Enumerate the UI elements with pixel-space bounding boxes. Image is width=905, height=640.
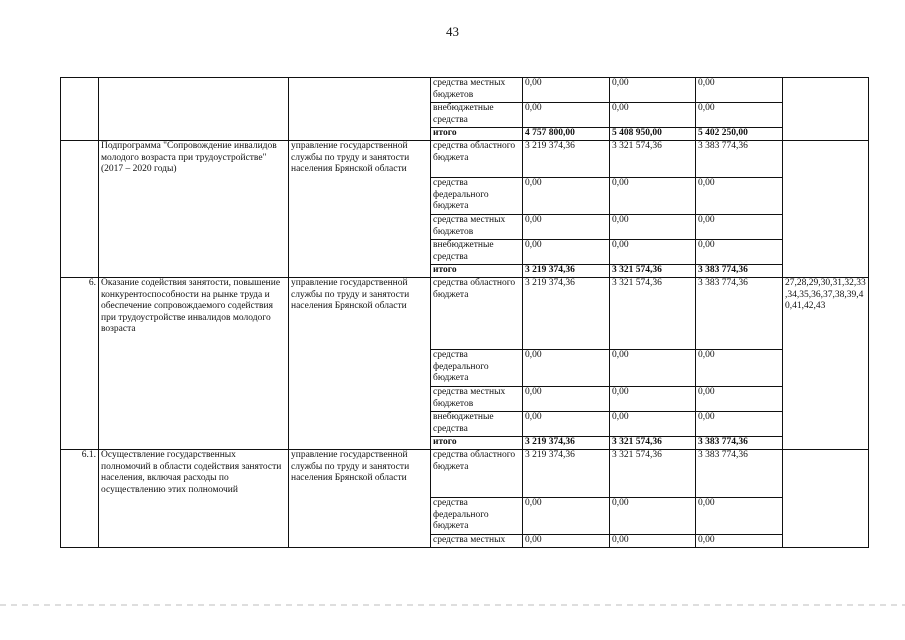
- measure-name-cell: Осуществление государственных полномочий в области содействия занятости населения, включая расходы по осуществлению этих полномочий: [99, 450, 289, 548]
- amount-2018-cell: 0,00: [523, 387, 610, 412]
- funding-source-cell: средства областного бюджета: [431, 141, 523, 178]
- amount-2019-cell: 5 408 950,00: [610, 128, 696, 141]
- amount-2018-cell: 0,00: [523, 498, 610, 535]
- amount-2019-cell: 0,00: [610, 215, 696, 240]
- funding-source-cell: средства местных бюджетов: [431, 78, 523, 103]
- amount-2018-cell: 0,00: [523, 535, 610, 548]
- amount-2018-cell: 0,00: [523, 103, 610, 128]
- amount-2020-cell: 0,00: [696, 387, 783, 412]
- funding-source-cell: средства областного бюджета: [431, 278, 523, 350]
- amount-2020-cell: 0,00: [696, 350, 783, 387]
- amount-2020-cell: 0,00: [696, 215, 783, 240]
- executor-cell: [289, 78, 431, 141]
- amount-2018-cell: 0,00: [523, 350, 610, 387]
- amount-2019-cell: 0,00: [610, 350, 696, 387]
- measure-name-cell: Подпрограмма "Сопровождение инвалидов молодого возраста при трудоустройстве" (2017 – 2020 годы): [99, 141, 289, 278]
- row-number-cell: 6.1.: [61, 450, 99, 548]
- funding-source-cell: внебюджетные средства: [431, 240, 523, 265]
- amount-2018-cell: 3 219 374,36: [523, 278, 610, 350]
- executor-cell: управление государственной службы по труду и занятости населения Брянской области: [289, 141, 431, 278]
- amount-2018-cell: 3 219 374,36: [523, 141, 610, 178]
- amount-2018-cell: 0,00: [523, 215, 610, 240]
- amount-2019-cell: 3 321 574,36: [610, 265, 696, 278]
- funding-source-cell: итого: [431, 265, 523, 278]
- amount-2019-cell: 3 321 574,36: [610, 141, 696, 178]
- funding-source-cell: средства местных бюджетов: [431, 387, 523, 412]
- amount-2020-cell: 0,00: [696, 103, 783, 128]
- table-row: [61, 450, 869, 498]
- amount-2019-cell: 0,00: [610, 387, 696, 412]
- amount-2019-cell: 0,00: [610, 240, 696, 265]
- amount-2019-cell: 3 321 574,36: [610, 450, 696, 498]
- amount-2019-cell: 0,00: [610, 412, 696, 437]
- indicators-cell: [783, 450, 869, 548]
- amount-2019-cell: 0,00: [610, 178, 696, 215]
- amount-2019-cell: 0,00: [610, 535, 696, 548]
- amount-2019-cell: 0,00: [610, 103, 696, 128]
- amount-2020-cell: 3 383 774,36: [696, 141, 783, 178]
- amount-2018-cell: 0,00: [523, 78, 610, 103]
- funding-source-cell: средства местных: [431, 535, 523, 548]
- amount-2019-cell: 3 321 574,36: [610, 437, 696, 450]
- indicators-cell: [783, 141, 869, 278]
- amount-2018-cell: 3 219 374,36: [523, 265, 610, 278]
- amount-2018-cell: 4 757 800,00: [523, 128, 610, 141]
- amount-2020-cell: 0,00: [696, 535, 783, 548]
- funding-source-cell: внебюджетные средства: [431, 103, 523, 128]
- amount-2019-cell: 3 321 574,36: [610, 278, 696, 350]
- funding-source-cell: средства федерального бюджета: [431, 178, 523, 215]
- amount-2020-cell: 0,00: [696, 178, 783, 215]
- executor-cell: управление государственной службы по труду и занятости населения Брянской области: [289, 450, 431, 548]
- table-row: [61, 78, 869, 103]
- table-row: [61, 141, 869, 178]
- amount-2018-cell: 0,00: [523, 178, 610, 215]
- amount-2020-cell: 0,00: [696, 78, 783, 103]
- funding-source-cell: средства федерального бюджета: [431, 498, 523, 535]
- amount-2020-cell: 3 383 774,36: [696, 265, 783, 278]
- funding-source-cell: средства областного бюджета: [431, 450, 523, 498]
- executor-cell: управление государственной службы по труду и занятости населения Брянской области: [289, 278, 431, 450]
- amount-2018-cell: 0,00: [523, 240, 610, 265]
- amount-2020-cell: 3 383 774,36: [696, 278, 783, 350]
- amount-2020-cell: 3 383 774,36: [696, 437, 783, 450]
- funding-source-cell: средства федерального бюджета: [431, 350, 523, 387]
- row-number-cell: 6.: [61, 278, 99, 450]
- amount-2020-cell: 0,00: [696, 412, 783, 437]
- indicators-cell: 27,28,29,30,31,32,33,34,35,36,37,38,39,40,41,42,43: [783, 278, 869, 450]
- budget-table: [60, 77, 869, 548]
- amount-2020-cell: 0,00: [696, 498, 783, 535]
- funding-source-cell: внебюджетные средства: [431, 412, 523, 437]
- amount-2019-cell: 0,00: [610, 78, 696, 103]
- amount-2020-cell: 0,00: [696, 240, 783, 265]
- measure-name-cell: Оказание содействия занятости, повышение конкурентоспособности на рынке труда и обеспечение сопровождаемого содействия при трудоустройстве инвалидов молодого возраста: [99, 278, 289, 450]
- amount-2018-cell: 3 219 374,36: [523, 450, 610, 498]
- row-number-cell: [61, 141, 99, 278]
- funding-source-cell: итого: [431, 437, 523, 450]
- measure-name-cell: [99, 78, 289, 141]
- page-number: 43: [446, 24, 459, 39]
- amount-2018-cell: 0,00: [523, 412, 610, 437]
- funding-source-cell: итого: [431, 128, 523, 141]
- funding-source-cell: средства местных бюджетов: [431, 215, 523, 240]
- scan-artifact-line: [0, 604, 905, 606]
- amount-2018-cell: 3 219 374,36: [523, 437, 610, 450]
- amount-2020-cell: 3 383 774,36: [696, 450, 783, 498]
- indicators-cell: [783, 78, 869, 141]
- table-row: [61, 278, 869, 350]
- amount-2019-cell: 0,00: [610, 498, 696, 535]
- amount-2020-cell: 5 402 250,00: [696, 128, 783, 141]
- row-number-cell: [61, 78, 99, 141]
